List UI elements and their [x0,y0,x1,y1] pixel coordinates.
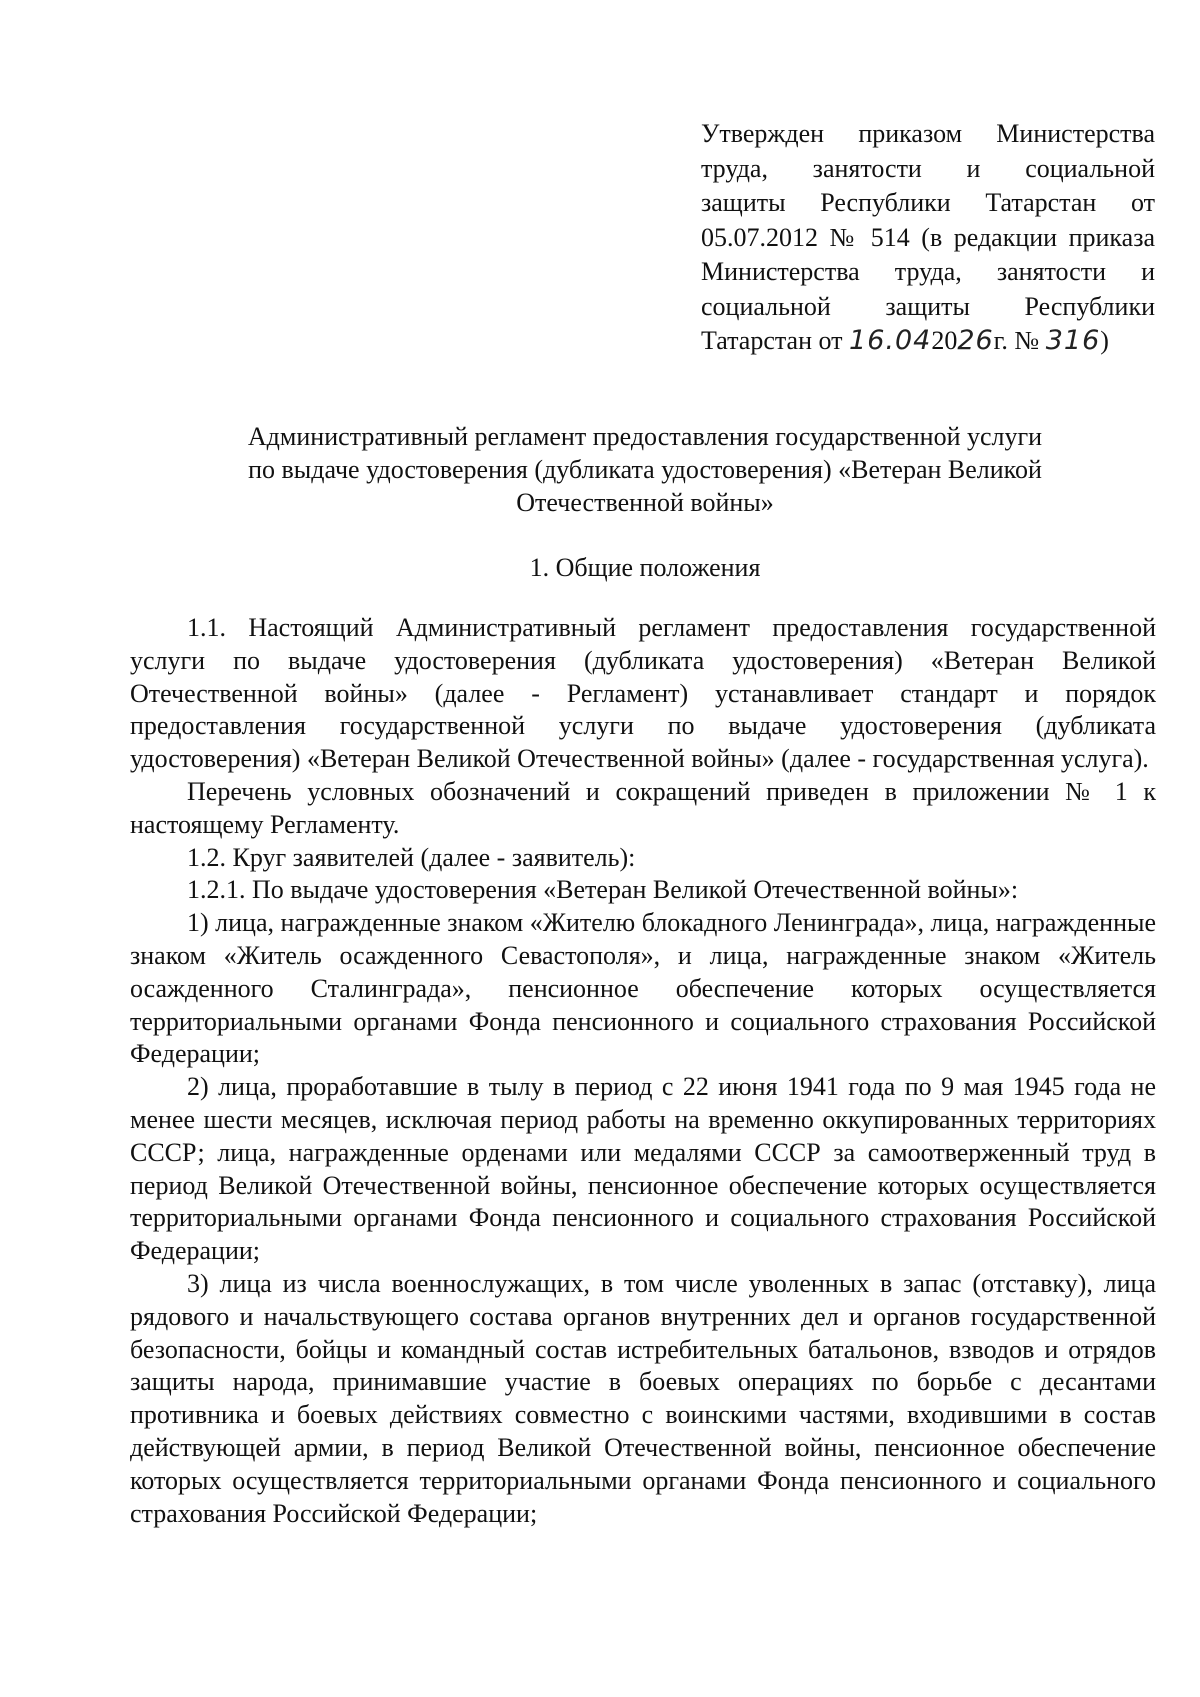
approval-line: 05.07.2012 № 514 (в редакции приказа [701,222,1155,252]
title-line: по выдаче удостоверения (дубликата удостоверения) «Ветеран Великой [248,455,1042,484]
approval-line: Министерства труда, занятости и [701,257,1155,286]
paragraph: 1.2.1. По выдаче удостоверения «Ветеран Великой Отечественной войны»: [187,875,1019,905]
approval-date-line [701,324,1155,359]
handwritten-year: 26 [957,325,994,356]
paragraph: 3) лица из числа военнослужащих, в том числе уволенных в запас (отставку), лица рядового и начальствующего состава органов внутренних дел и органов государственной безопасности, бойцы и командный состав истребительных батальонов, взводов и отрядов защиты народа, принимавшие участие в боевых операциях по борьбе с десантами противника и боевых действиях совместно с воинскими частями, входившими в состав действующей армии, в период Великой Отечественной войны, пенсионное обеспечение которых осуществляется территориальными органами Фонда пенсионного и социального страхования Российской Федерации; [130,1268,1156,1528]
section-heading: 1. Общие положения [529,553,761,582]
paragraph: Перечень условных обозначений и сокращений приведен в приложении № 1 к настоящему Регламенту. [130,776,1156,839]
approval-line-prefix: Татарстан от [701,326,850,355]
handwritten-number: 316 [1045,325,1101,356]
approval-line: защиты Республики Татарстан от [701,188,1155,217]
approval-block [701,117,1155,359]
handwritten-date: 16.04 [849,325,932,356]
paragraph: 1) лица, награжденные знаком «Жителю блокадного Ленинграда», лица, награжденные знаком «Житель осажденного Севастополя», и лица, награжденные знаком «Житель осажденного Сталинграда», пенсионное обеспечение которых осуществляется территориальными органами Фонда пенсионного и социального страхования Российской Федерации; [130,908,1157,1069]
number-prefix: г. № [993,326,1046,355]
title-line: Отечественной войны» [516,488,774,517]
document-title [130,420,1160,519]
paragraph: 2) лица, проработавшие в тылу в период с 22 июня 1941 года по 9 мая 1945 года не менее шести месяцев, исключая период работы на временно оккупированных территориях СССР; лица, награжденные орденами или медалями СССР за самоотверженный труд в период Великой Отечественной войны, пенсионное обеспечение которых осуществляется территориальными органами Фонда пенсионного и социального страхования Российской Федерации; [130,1072,1156,1266]
approval-line: Утвержден приказом Министерства [701,119,1155,148]
year-prefix: 20 [931,326,958,355]
paragraph: 1.1. Настоящий Административный регламент предоставления государственной услуги по выдаче удостоверения (дубликата удостоверения) «Ветеран Великой Отечественной войны» (далее - Регламент) устанавливает стандарт и порядок предоставления государственной услуги по выдаче удостоверения (дубликата удостоверения) «Ветеран Великой Отечественной войны» (далее - государственная услуга). [130,613,1156,774]
closing-paren: ) [1100,326,1109,355]
title-line: Административный регламент предоставления государственной услуги [247,422,1043,451]
approval-line: труда, занятости и социальной [701,153,1155,183]
document-body [130,612,1156,1530]
approval-line: социальной защиты Республики [701,291,1155,321]
paragraph: 1.2. Круг заявителей (далее - заявитель): [187,842,636,872]
